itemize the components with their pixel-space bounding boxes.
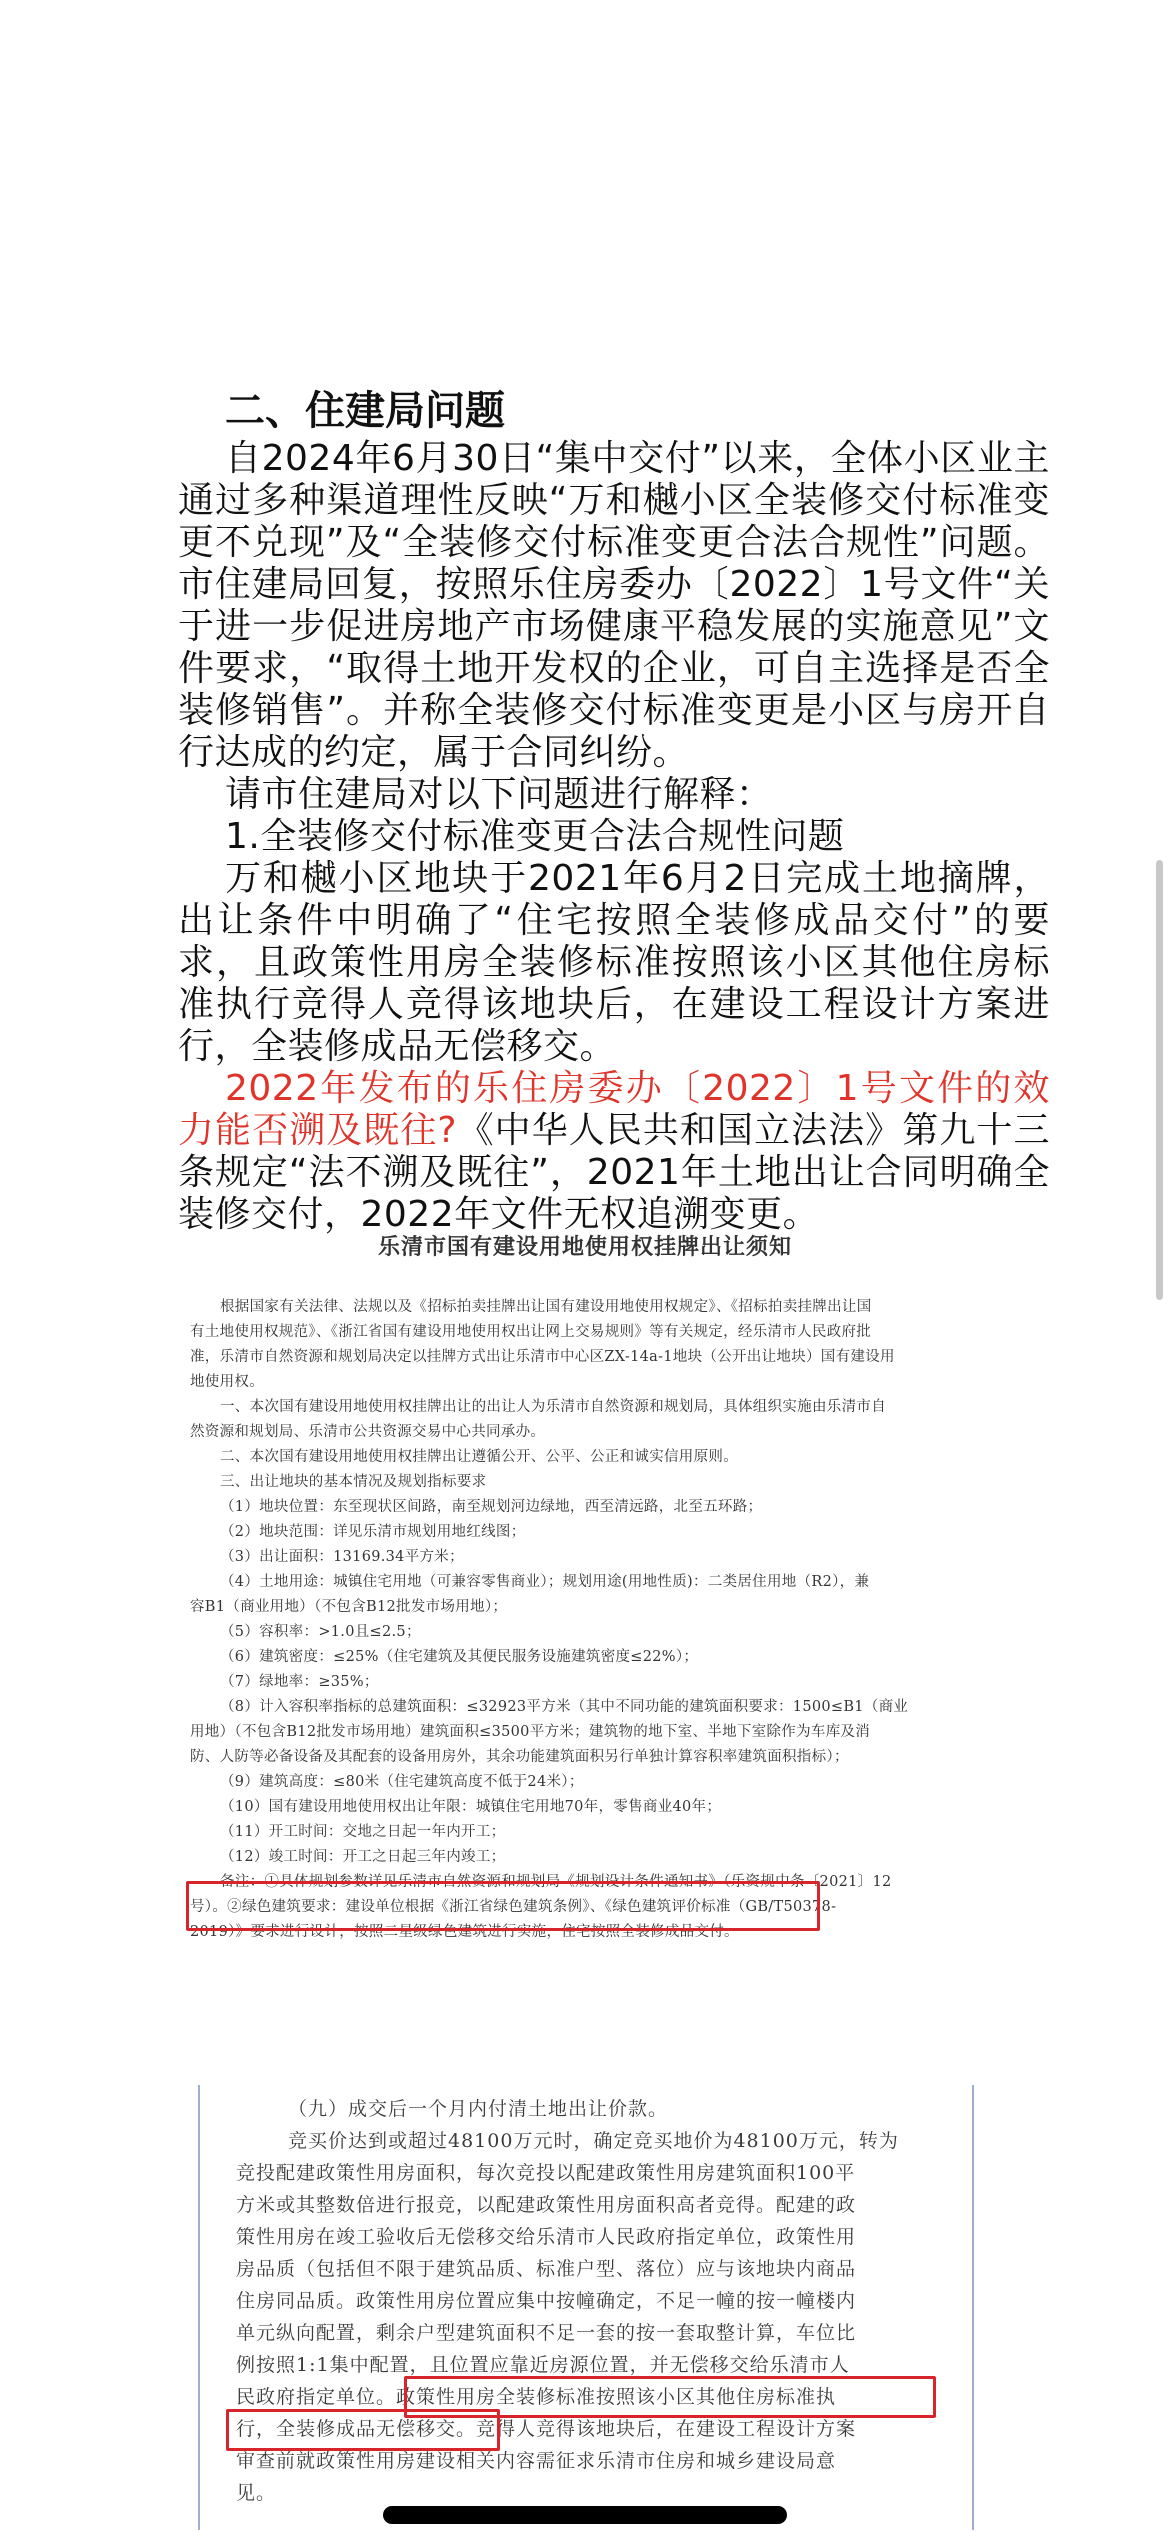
doc-line: 策性用房在竣工验收后无偿移交给乐清市人民政府指定单位，政策性用 xyxy=(236,2226,857,2248)
doc-line: （12）竣工时间：开工之日起三年内竣工； xyxy=(220,1849,506,1865)
doc-line: （2）地块范围：详见乐清市规划用地红线图； xyxy=(220,1524,526,1540)
paragraph-background: 自2024年6月30日“集中交付”以来，全体小区业主通过多种渠道理性反映“万和樾小区全装修交付标准变更不兑现”及“全装修交付标准变更合法合规性”问题。市住建局回复，按照乐住房委办〔2022〕1号文件“关于进一步促进房地产市场健康平稳发展的实施意见”文件要求，“取得土地开发权的企业，可自主选择是否全装修销售”。并称全装修交付标准变更是小区与房开自行达成的约定，属于合同纠纷。 xyxy=(178,438,1050,773)
doc-line: 有土地使用权规范》、《浙江省国有建设用地使用权出让网上交易规则》等有关规定，经乐清市人民政府批 xyxy=(190,1324,872,1340)
paragraph-request: 请市住建局对以下问题进行解释： xyxy=(225,774,773,815)
scanned-document-excerpt xyxy=(198,2085,974,2530)
doc-line: 单元纵向配置，剩余户型建筑面积不足一套的按一套取整计算，车位比 xyxy=(236,2322,857,2344)
doc-line: 方米或其整数倍进行报竞，以配建政策性用房面积高者竞得。配建的政 xyxy=(236,2194,857,2216)
scanned-document-notice xyxy=(190,1230,980,1945)
doc-line: 地使用权。 xyxy=(190,1374,264,1390)
doc-line: （1）地块位置：东至现状区间路，南至规划河边绿地，西至清远路，北至五环路； xyxy=(220,1499,763,1515)
section-heading: 二、住建局问题 xyxy=(225,388,505,434)
doc-line: （4）土地用途：城镇住宅用地（可兼容零售商业）；规划用途(用地性质)：二类居住用地（R2），兼 xyxy=(220,1574,870,1590)
doc-line: 然资源和规划局、乐清市公共资源交易中心共同承办。 xyxy=(190,1424,546,1440)
doc-line: （6）建筑密度：≤25%（住宅建筑及其便民服务设施建筑密度≤22%）； xyxy=(220,1649,699,1665)
retroactivity-explanation: 《中华人民共和国立法法》第九十三条规定“法不溯及既往”，2021年土地出让合同明确全装修交付，2022年文件无权追溯变更。 xyxy=(178,1110,1050,1235)
doc-line: 行，全装修成品无偿移交。竞得人竞得该地块后，在建设工程设计方案 xyxy=(236,2418,857,2440)
doc-line: 用地）（不包含B12批发市场用地）建筑面积≤3500平方米；建筑物的地下室、半地下室除作为车库及消 xyxy=(190,1724,871,1740)
paragraph-issue-title: 1.全装修交付标准变更合法合规性问题 xyxy=(225,816,845,857)
doc-line: 例按照1:1集中配置，且位置应靠近房源位置，并无偿移交给乐清市人 xyxy=(236,2354,850,2376)
doc-line: 竞买价达到或超过48100万元时，确定竞买地价为48100万元，转为 xyxy=(288,2130,899,2152)
red-highlight-box xyxy=(226,2409,500,2451)
doc-line: 房品质（包括但不限于建筑品质、标准户型、落位）应与该地块内商品 xyxy=(236,2258,857,2280)
paragraph-retroactivity xyxy=(178,1068,1050,1236)
paragraph-land-transfer: 万和樾小区地块于2021年6月2日完成土地摘牌，出让条件中明确了“住宅按照全装修成品交付”的要求，且政策性用房全装修标准按照该小区其他住房标准执行竞得人竞得该地块后，在建设工程设计方案进行，全装修成品无偿移交。 xyxy=(178,858,1050,1067)
article-body xyxy=(178,388,1050,1236)
doc-line: 防、人防等必备设备及其配套的设备用房外，其余功能建筑面积另行单独计算容积率建筑面积指标）； xyxy=(190,1749,849,1765)
doc-line: 准，乐清市自然资源和规划局决定以挂牌方式出让乐清市中心区ZX-14a-1地块（公开出让地块）国有建设用 xyxy=(190,1349,895,1365)
doc-line: （3）出让面积：13169.34平方米； xyxy=(220,1549,464,1565)
red-highlight-box xyxy=(186,1881,820,1931)
scrollbar[interactable] xyxy=(1156,860,1163,1300)
highlighted-question: 2022年发布的乐住房委办〔2022〕1号文件的效力能否溯及既往? xyxy=(178,1068,1050,1151)
doc-line: 竞投配建政策性用房面积，每次竞投以配建政策性用房建筑面积100平 xyxy=(236,2162,856,2184)
doc-line: 审查前就政策性用房建设相关内容需征求乐清市住房和城乡建设局意 xyxy=(236,2450,837,2472)
doc-line: （8）计入容积率指标的总建筑面积：≤32923平方米（其中不同功能的建筑面积要求：1500≤B1（商业 xyxy=(220,1699,909,1715)
doc-line: 一、本次国有建设用地使用权挂牌出让的出让人为乐清市自然资源和规划局，具体组织实施由乐清市自 xyxy=(220,1399,886,1415)
doc-line: 备注：①具体规划参数详见乐清市自然资源和规划局《规划设计条件通知书》（乐资规中条〔2021〕12 xyxy=(220,1874,892,1890)
doc-line: 号）。②绿色建筑要求：建设单位根据《浙江省绿色建筑条例》、《绿色建筑评价标准（GB/T50378- xyxy=(190,1899,837,1915)
doc-line: 容B1（商业用地）（不包含B12批发市场用地）； xyxy=(190,1599,508,1615)
doc-line: 二、本次国有建设用地使用权挂牌出让遵循公开、公平、公正和诚实信用原则。 xyxy=(220,1449,738,1465)
doc-line: 住房同品质。政策性用房位置应集中按幢确定，不足一幢的按一幢楼内 xyxy=(236,2290,857,2312)
doc-line: （7）绿地率：≥35%； xyxy=(220,1674,379,1690)
doc-line: 2019）》要求进行设计，按照二星级绿色建筑进行实施，住宅按照全装修成品交付。 xyxy=(190,1924,739,1940)
doc-line: （九）成交后一个月内付清土地出让价款。 xyxy=(288,2098,669,2120)
doc-line: （10）国有建设用地使用权出让年限：城镇住宅用地70年，零售商业40年； xyxy=(220,1799,722,1815)
doc-line: 根据国家有关法律、法规以及《招标拍卖挂牌出让国有建设用地使用权规定》、《招标拍卖挂牌出让国 xyxy=(220,1299,872,1315)
doc-line: （9）建筑高度：≤80米（住宅建筑高度不低于24米）； xyxy=(220,1774,584,1790)
doc-line: （11）开工时间：交地之日起一年内开工； xyxy=(220,1824,506,1840)
home-indicator[interactable] xyxy=(383,2506,787,2524)
doc-line: 民政府指定单位。政策性用房全装修标准按照该小区其他住房标准执 xyxy=(236,2386,837,2408)
scanned-doc-title: 乐清市国有建设用地使用权挂牌出让须知 xyxy=(377,1234,792,1260)
doc-line: 见。 xyxy=(236,2482,277,2504)
doc-line: （5）容积率：>1.0且≤2.5； xyxy=(220,1624,421,1640)
doc-line: 三、出让地块的基本情况及规划指标要求 xyxy=(220,1474,487,1490)
